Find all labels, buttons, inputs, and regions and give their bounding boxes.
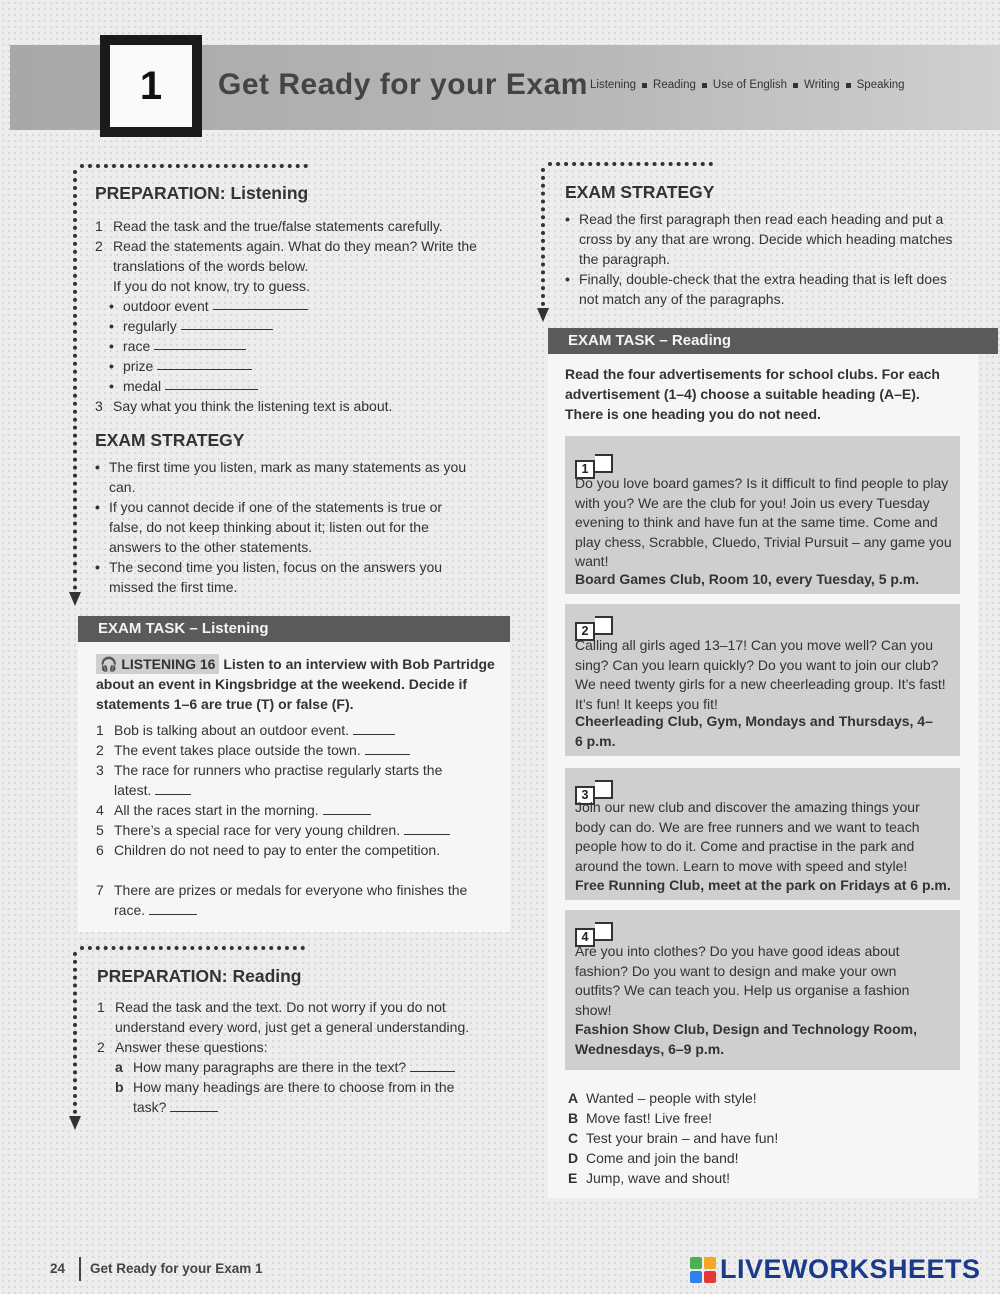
advert-text: Are you into clothes? Do you have good ideas about fashion? Do you want to design and make your own outfits? We can teach you. Help us organise a fashion show! bbox=[575, 943, 910, 1018]
advert-number: 2 bbox=[575, 616, 613, 641]
arrow-down-icon bbox=[69, 592, 81, 606]
heading-option: C Test your brain – and have fun! bbox=[568, 1130, 779, 1146]
answer-blank[interactable] bbox=[157, 356, 252, 370]
strategy-listening-title: EXAM STRATEGY bbox=[95, 430, 245, 450]
unit-number-box bbox=[100, 35, 202, 137]
sub-item: b How many headings are there to choose from in the task? bbox=[115, 1079, 455, 1115]
answer-blank[interactable] bbox=[170, 1098, 218, 1112]
headphones-icon: 🎧 bbox=[100, 656, 118, 672]
dotted-guide-top bbox=[548, 162, 713, 166]
advert-number: 3 bbox=[575, 780, 613, 805]
prep-listening-title: PREPARATION: Listening bbox=[95, 183, 309, 203]
statement-item: 7 There are prizes or medals for everyone who finishes the race. bbox=[96, 882, 468, 918]
square-bullet-icon bbox=[846, 83, 851, 88]
square-bullet-icon bbox=[702, 83, 707, 88]
square-bullet-icon bbox=[793, 83, 798, 88]
strategy-reading-title: EXAM STRATEGY bbox=[565, 182, 715, 202]
word-item: • regularly bbox=[109, 316, 515, 336]
heading-option: B Move fast! Live free! bbox=[568, 1110, 713, 1126]
advert-1 bbox=[565, 436, 960, 594]
advert-3 bbox=[565, 768, 960, 900]
word-item: • prize bbox=[109, 356, 515, 376]
strategy-bullet: • If you cannot decide if one of the statements is true or false, do not keep thinking about it; listen out for the answers to the other statements. bbox=[95, 499, 443, 555]
advert-signature: Cheerleading Club, Gym, Mondays and Thursdays, 4–6 p.m. bbox=[575, 713, 933, 749]
answer-blank[interactable] bbox=[323, 801, 371, 815]
prep-reading-title: PREPARATION: Reading bbox=[97, 966, 302, 986]
advert-signature: Free Running Club, meet at the park on Fridays at 6 p.m. bbox=[575, 877, 951, 893]
exam-task-listening-bar: EXAM TASK – Listening bbox=[78, 616, 510, 642]
heading-option: D Come and join the band! bbox=[568, 1150, 739, 1166]
arrow-down-icon bbox=[537, 308, 549, 322]
word-item: • outdoor event bbox=[109, 296, 515, 316]
logo-text: LIVEWORKSHEETS bbox=[720, 1254, 981, 1284]
dotted-guide-left bbox=[73, 170, 77, 590]
strategy-bullet: • The first time you listen, mark as many statements as you can. bbox=[95, 459, 467, 495]
word-item: • race bbox=[109, 336, 515, 356]
answer-box[interactable] bbox=[595, 922, 613, 941]
answer-blank[interactable] bbox=[165, 376, 258, 390]
statement-item: 2 The event takes place outside the town. bbox=[96, 740, 486, 760]
answer-box[interactable] bbox=[595, 780, 613, 799]
list-item: 2 Answer these questions: bbox=[97, 1039, 268, 1055]
unit-number: 1 bbox=[110, 45, 192, 127]
answer-blank[interactable] bbox=[404, 821, 450, 835]
statement-item: 4 All the races start in the morning. bbox=[96, 800, 486, 820]
answer-blank[interactable] bbox=[155, 781, 191, 795]
answer-blank[interactable] bbox=[353, 721, 395, 735]
advert-text: Calling all girls aged 13–17! Can you move well? Can you sing? Can you learn quickly? Do you want to join our club? We need twenty girls for a new cheerleading group. It’s fast! It’s fun! It keeps you fit! bbox=[575, 637, 946, 712]
skill-listening: Listening bbox=[590, 79, 637, 91]
advert-number: 1 bbox=[575, 454, 613, 479]
dotted-guide-top bbox=[80, 946, 305, 950]
page-title: Get Ready for your Exam bbox=[218, 68, 588, 101]
answer-blank[interactable] bbox=[149, 901, 197, 915]
advert-text: Join our new club and discover the amazing things your body can do. We are free runners and we want to teach people how to do it. Come and practise in the park and around the town. Learn to move with speed and style! bbox=[575, 799, 920, 874]
exam-task-reading-bar: EXAM TASK – Reading bbox=[548, 328, 998, 354]
statement-item: 5 There’s a special race for very young children. bbox=[96, 820, 486, 840]
list-item: 3 Say what you think the listening text is about. bbox=[95, 398, 393, 414]
page-number: 24 bbox=[50, 1261, 66, 1276]
advert-signature: Board Games Club, Room 10, every Tuesday, 5 p.m. bbox=[575, 571, 920, 587]
sub-item: a How many paragraphs are there in the text? bbox=[115, 1057, 507, 1077]
heading-option: E Jump, wave and shout! bbox=[568, 1170, 730, 1186]
arrow-down-icon bbox=[69, 1116, 81, 1130]
advert-number: 4 bbox=[575, 922, 613, 947]
task-listening-intro: 🎧 LISTENING 16 Listen to an interview with Bob Partridge about an event in Kingsbridge at the weekend. Decide if statements 1–6 are true (T) or false (F). bbox=[96, 656, 495, 712]
list-item: 2 Read the statements again. What do they mean? Write the translations of the words below. bbox=[95, 238, 477, 274]
word-item: • medal bbox=[109, 376, 515, 396]
exam-task-listening-panel bbox=[78, 642, 510, 932]
liveworksheets-logo[interactable] bbox=[690, 1254, 981, 1285]
answer-blank[interactable] bbox=[154, 336, 246, 350]
prep-listening-section bbox=[95, 183, 515, 416]
skills-list bbox=[590, 79, 905, 91]
advert-text: Do you love board games? Is it difficult to find people to play with you? We are the club for you! Join us every Tuesday evening to think and have fun at the same time. Come and play chess, Scrabble, Cluedo, Trivial Pursuit – any game you want! bbox=[575, 475, 952, 569]
answer-blank[interactable] bbox=[181, 316, 273, 330]
prep-reading-section bbox=[97, 966, 517, 1117]
answer-blank[interactable] bbox=[410, 1058, 455, 1072]
list-item: 1 Read the task and the true/false statements carefully. bbox=[95, 218, 443, 234]
strategy-bullet: • Finally, double-check that the extra heading that is left does not match any of the paragraphs. bbox=[565, 271, 947, 307]
advert-2 bbox=[565, 604, 960, 756]
footer-divider bbox=[79, 1257, 81, 1281]
statement-item: 3 The race for runners who practise regularly starts the latest. bbox=[96, 762, 443, 798]
strategy-bullet: • The second time you listen, focus on the answers you missed the first time. bbox=[95, 559, 443, 595]
dotted-guide-left bbox=[73, 952, 77, 1114]
dotted-guide-top bbox=[80, 164, 308, 168]
skill-writing: Writing bbox=[804, 79, 840, 91]
strategy-bullet: • Read the first paragraph then read each heading and put a cross by any that are wrong. Decide which heading matches the paragraph. bbox=[565, 211, 953, 267]
strategy-reading-section bbox=[565, 182, 965, 309]
skill-speaking: Speaking bbox=[856, 79, 905, 91]
strategy-listening-section bbox=[95, 430, 490, 597]
heading-option: A Wanted – people with style! bbox=[568, 1090, 757, 1106]
list-item-note: If you do not know, try to guess. bbox=[113, 278, 310, 294]
answer-blank[interactable] bbox=[365, 741, 410, 755]
advert-4 bbox=[565, 910, 960, 1070]
answer-box[interactable] bbox=[595, 616, 613, 635]
statement-item: 6 Children do not need to pay to enter the competition. bbox=[96, 842, 441, 858]
exam-task-reading-panel bbox=[548, 354, 978, 1198]
answer-box[interactable] bbox=[595, 454, 613, 473]
advert-signature: Fashion Show Club, Design and Technology Room, Wednesdays, 6–9 p.m. bbox=[575, 1021, 917, 1057]
skill-use-of-english: Use of English bbox=[712, 79, 788, 91]
liveworksheets-icon bbox=[690, 1257, 716, 1283]
footer-title: Get Ready for your Exam 1 bbox=[90, 1261, 263, 1276]
square-bullet-icon bbox=[642, 83, 647, 88]
statement-item: 1 Bob is talking about an outdoor event. bbox=[96, 720, 486, 740]
task-reading-intro: Read the four advertisements for school clubs. For each advertisement (1–4) choose a suitable heading (A–E). There is one heading you do not need. bbox=[565, 366, 940, 422]
skill-reading: Reading bbox=[653, 79, 696, 91]
headings-list bbox=[568, 1088, 963, 1188]
listening-tag[interactable]: 🎧 LISTENING 16 bbox=[96, 654, 219, 674]
list-item: 1 Read the task and the text. Do not worry if you do not understand every word, just get a general understanding. bbox=[97, 999, 470, 1035]
dotted-guide-left bbox=[541, 168, 545, 306]
answer-blank[interactable] bbox=[213, 296, 308, 310]
